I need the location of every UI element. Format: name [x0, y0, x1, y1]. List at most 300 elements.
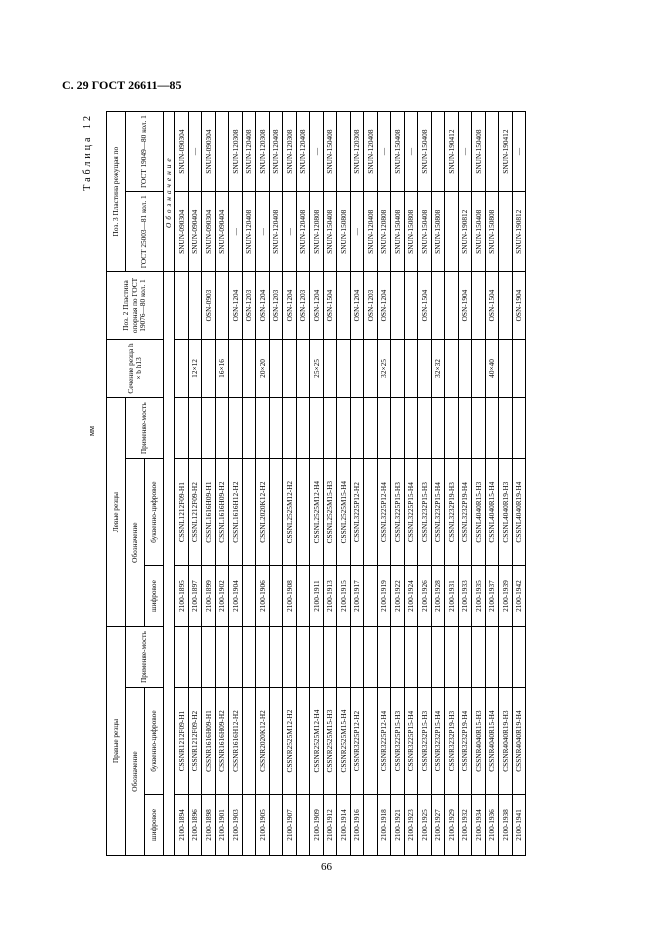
cell-right-numeric: 2100-1898 — [202, 794, 216, 855]
cell-gost19049: SNUN-150408 — [391, 112, 405, 192]
table-row — [269, 112, 283, 856]
cell-support-plate — [404, 272, 418, 339]
cell-section — [323, 339, 337, 397]
cell-support-plate: OSN-1904 — [512, 272, 526, 339]
cell-left-numeric — [364, 566, 378, 627]
cell-left-letter — [296, 459, 310, 566]
table-body — [175, 112, 526, 856]
table-row — [377, 112, 391, 856]
cell-left-numeric: 2100-1919 — [377, 566, 391, 627]
table-row — [337, 112, 351, 856]
cell-support-plate — [472, 272, 486, 339]
cell-right-letter: CSSNR4040R15-H4 — [485, 688, 499, 795]
cell-left-numeric: 2100-1937 — [485, 566, 499, 627]
cell-support-plate — [499, 272, 513, 339]
cell-right-letter: CSSNR2525M15-H3 — [323, 688, 337, 795]
cell-left-numeric: 2100-1908 — [283, 566, 297, 627]
cell-right-applicability — [296, 627, 310, 688]
cell-right-applicability — [283, 627, 297, 688]
cell-left-applicability — [256, 398, 270, 459]
cell-gost19049: SNUN-120408 — [296, 112, 310, 192]
cell-left-letter: CSSNL2525M12-H4 — [310, 459, 324, 566]
cell-left-letter: CSSNL1212F09-H1 — [175, 459, 189, 566]
cell-gost19049: SNUN-120408 — [269, 112, 283, 192]
cell-right-applicability — [256, 627, 270, 688]
table-row — [296, 112, 310, 856]
table-row — [215, 112, 229, 856]
cell-gost25003: — — [350, 192, 364, 272]
cell-right-letter — [242, 688, 256, 795]
cell-left-numeric: 2100-1913 — [323, 566, 337, 627]
cell-gost19049: SNUN-090304 — [175, 112, 189, 192]
table-row — [472, 112, 486, 856]
cell-right-numeric: 2100-1929 — [445, 794, 459, 855]
cell-support-plate: OSN-1203 — [296, 272, 310, 339]
cell-support-plate — [175, 272, 189, 339]
cell-right-applicability — [202, 627, 216, 688]
cell-support-plate: OSN-1203 — [269, 272, 283, 339]
cell-left-letter: CSSNL4040R15-H4 — [485, 459, 499, 566]
cell-gost19049: SNUN-190412 — [499, 112, 513, 192]
cell-gost25003: SNUN-190812 — [458, 192, 472, 272]
cell-left-applicability — [242, 398, 256, 459]
cell-gost19049: SNUN-120308 — [350, 112, 364, 192]
cell-section — [404, 339, 418, 397]
cell-support-plate: OSN-1504 — [418, 272, 432, 339]
cell-left-applicability — [175, 398, 189, 459]
cell-right-applicability — [310, 627, 324, 688]
header-section: Сечение резца h × b h13 — [107, 339, 164, 397]
header-left-cutters: Левые резцы — [107, 398, 126, 627]
cell-right-applicability — [391, 627, 405, 688]
cell-right-numeric: 2100-1925 — [418, 794, 432, 855]
cell-section: 16×16 — [215, 339, 229, 397]
cell-gost25003: SNUN-150808 — [431, 192, 445, 272]
cell-gost25003: SNUN-120808 — [377, 192, 391, 272]
cell-right-applicability — [229, 627, 243, 688]
table-row — [350, 112, 364, 856]
cell-support-plate: OSN-1204 — [283, 272, 297, 339]
table-row — [364, 112, 378, 856]
cell-right-letter: CSSNR3225P15-H3 — [391, 688, 405, 795]
cell-right-numeric: 2100-1934 — [472, 794, 486, 855]
cell-support-plate: OSN-1904 — [458, 272, 472, 339]
cell-section — [499, 339, 513, 397]
cell-section — [472, 339, 486, 397]
cell-right-letter: CSSNR1616H09-H2 — [215, 688, 229, 795]
cell-gost25003: SNUN-090304 — [175, 192, 189, 272]
table-row — [242, 112, 256, 856]
cell-section — [202, 339, 216, 397]
cell-right-letter: CSSNR1616H09-H1 — [202, 688, 216, 795]
cell-right-letter: CSSNR3225P15-H4 — [404, 688, 418, 795]
cell-support-plate: OSN-1504 — [323, 272, 337, 339]
cell-gost25003: SNUN-150808 — [337, 192, 351, 272]
cell-right-letter: CSSNR2020K12-H2 — [256, 688, 270, 795]
cell-left-applicability — [377, 398, 391, 459]
cell-right-letter: CSSNR1212F09-H2 — [188, 688, 202, 795]
cell-left-letter: CSSNL3232P19-H4 — [458, 459, 472, 566]
header-spacer — [164, 272, 175, 856]
cell-left-letter: CSSNL3225P15-H3 — [391, 459, 405, 566]
cell-right-applicability — [269, 627, 283, 688]
cell-gost25003: SNUN-090404 — [188, 192, 202, 272]
cell-gost19049 — [215, 112, 229, 192]
cell-section — [458, 339, 472, 397]
cell-right-numeric: 2100-1901 — [215, 794, 229, 855]
cell-right-applicability — [512, 627, 526, 688]
cell-gost19049: — — [188, 112, 202, 192]
cell-section — [364, 339, 378, 397]
cell-support-plate: OSN-1203 — [364, 272, 378, 339]
cell-left-letter: CSSNL1616H09-H1 — [202, 459, 216, 566]
cell-right-applicability — [242, 627, 256, 688]
cell-gost25003 — [445, 192, 459, 272]
cell-gost19049: SNUN-090304 — [202, 112, 216, 192]
cell-left-numeric — [296, 566, 310, 627]
cell-right-letter: CSSNR1616H12-H2 — [229, 688, 243, 795]
cell-section: 40×40 — [485, 339, 499, 397]
cell-support-plate — [337, 272, 351, 339]
table-row — [202, 112, 216, 856]
cell-section: 32×32 — [431, 339, 445, 397]
cell-left-numeric — [242, 566, 256, 627]
cell-right-letter — [364, 688, 378, 795]
table-row — [404, 112, 418, 856]
header-right-cutters: Правые резцы — [107, 627, 126, 856]
cell-right-numeric: 2100-1941 — [512, 794, 526, 855]
cell-left-letter: CSSNL4040R15-H3 — [472, 459, 486, 566]
table-row — [485, 112, 499, 856]
cell-right-numeric: 2100-1923 — [404, 794, 418, 855]
cell-gost25003: — — [229, 192, 243, 272]
cell-right-numeric: 2100-1916 — [350, 794, 364, 855]
cell-right-letter: CSSNR3225P12-H2 — [350, 688, 364, 795]
cell-left-letter: CSSNL4040R19-H4 — [512, 459, 526, 566]
cell-left-applicability — [188, 398, 202, 459]
cell-gost19049: — — [404, 112, 418, 192]
cell-left-applicability — [404, 398, 418, 459]
cell-right-letter: CSSNR2525M12-H2 — [283, 688, 297, 795]
cell-left-numeric: 2100-1933 — [458, 566, 472, 627]
header-gost25003: ГОСТ 25003—81 кол. 1 — [126, 192, 164, 272]
cell-gost19049: — — [458, 112, 472, 192]
table-row — [499, 112, 513, 856]
cell-right-numeric: 2100-1896 — [188, 794, 202, 855]
cell-right-numeric: 2100-1914 — [337, 794, 351, 855]
table-row — [283, 112, 297, 856]
cell-right-applicability — [499, 627, 513, 688]
header-left-applicability: Применяе-мость — [126, 398, 164, 459]
cell-support-plate: OSN-1204 — [377, 272, 391, 339]
cell-right-numeric: 2100-1903 — [229, 794, 243, 855]
cell-left-applicability — [337, 398, 351, 459]
cell-gost25003: SNUN-120408 — [269, 192, 283, 272]
cell-gost25003: SNUN-090304 — [202, 192, 216, 272]
cell-gost19049: SNUN-120308 — [229, 112, 243, 192]
table-row — [256, 112, 270, 856]
table-row — [458, 112, 472, 856]
cell-right-applicability — [215, 627, 229, 688]
cell-gost25003: SNUN-150408 — [391, 192, 405, 272]
cell-gost19049: — — [377, 112, 391, 192]
cell-gost19049: SNUN-150408 — [418, 112, 432, 192]
cell-section: 25×25 — [310, 339, 324, 397]
cell-gost25003: SNUN-150408 — [418, 192, 432, 272]
cell-left-numeric: 2100-1926 — [418, 566, 432, 627]
cell-right-applicability — [188, 627, 202, 688]
cell-gost25003: SNUN-120408 — [296, 192, 310, 272]
cell-gost19049: SNUN-120408 — [242, 112, 256, 192]
cell-right-letter: CSSNR2525M12-H4 — [310, 688, 324, 795]
table-row — [310, 112, 324, 856]
cell-gost25003: SNUN-190812 — [512, 192, 526, 272]
cell-left-applicability — [310, 398, 324, 459]
cell-gost25003: SNUN-150808 — [485, 192, 499, 272]
cell-left-numeric: 2100-1911 — [310, 566, 324, 627]
cell-gost25003: — — [256, 192, 270, 272]
cell-left-applicability — [485, 398, 499, 459]
cell-gost19049: SNUN-120408 — [364, 112, 378, 192]
cell-right-letter: CSSNR2525M15-H4 — [337, 688, 351, 795]
cell-section — [296, 339, 310, 397]
table-row — [175, 112, 189, 856]
cell-left-letter: CSSNL4040R19-H3 — [499, 459, 513, 566]
cell-gost19049: SNUN-120308 — [283, 112, 297, 192]
cell-section: 12×12 — [188, 339, 202, 397]
cell-left-applicability — [323, 398, 337, 459]
cell-left-letter: CSSNL2525M15-H3 — [323, 459, 337, 566]
cell-right-numeric: 2100-1909 — [310, 794, 324, 855]
header-pos3: Поз. 3 Пластина режущая по — [107, 112, 126, 272]
data-table — [106, 111, 526, 856]
cell-left-letter: CSSNL3225P12-H4 — [377, 459, 391, 566]
cell-left-numeric: 2100-1902 — [215, 566, 229, 627]
cell-gost19049 — [337, 112, 351, 192]
page-number: 66 — [321, 861, 332, 873]
cell-right-numeric — [364, 794, 378, 855]
cell-left-applicability — [202, 398, 216, 459]
cell-left-applicability — [269, 398, 283, 459]
cell-gost25003: SNUN-150808 — [404, 192, 418, 272]
cell-right-applicability — [418, 627, 432, 688]
header-gost19049: ГОСТ 19049—80 кол. 1 — [126, 112, 164, 192]
cell-right-letter: CSSNR3232P15-H3 — [418, 688, 432, 795]
cell-left-letter: CSSNL3225P15-H4 — [404, 459, 418, 566]
cell-left-numeric: 2100-1904 — [229, 566, 243, 627]
cell-right-applicability — [364, 627, 378, 688]
header-left-letter: буквенно-цифровое — [145, 459, 164, 566]
cell-support-plate: OSN-1203 — [242, 272, 256, 339]
table-row — [229, 112, 243, 856]
cell-left-letter: CSSNL3225P12-H2 — [350, 459, 364, 566]
cell-support-plate: OSN-1204 — [350, 272, 364, 339]
cell-right-letter: CSSNR4040R15-H3 — [472, 688, 486, 795]
header-right-designation: Обозначение — [126, 688, 145, 856]
cell-gost25003: SNUN-120408 — [364, 192, 378, 272]
cell-right-applicability — [431, 627, 445, 688]
cell-right-applicability — [404, 627, 418, 688]
table-label: Таблица 12 — [82, 113, 93, 191]
cell-section — [229, 339, 243, 397]
table-row — [188, 112, 202, 856]
cell-left-numeric: 2100-1895 — [175, 566, 189, 627]
cell-left-numeric: 2100-1897 — [188, 566, 202, 627]
cell-gost25003: SNUN-120808 — [310, 192, 324, 272]
cell-right-applicability — [445, 627, 459, 688]
cell-section — [391, 339, 405, 397]
table-row — [445, 112, 459, 856]
cell-left-numeric: 2100-1922 — [391, 566, 405, 627]
cell-gost25003: SNUN-120408 — [242, 192, 256, 272]
cell-support-plate: OSN-1504 — [485, 272, 499, 339]
cell-gost19049: SNUN-120308 — [256, 112, 270, 192]
cell-gost25003: SNUN-150408 — [472, 192, 486, 272]
rotated-table-container — [82, 111, 594, 856]
cell-right-applicability — [458, 627, 472, 688]
header-right-applicability: Применяе-мость — [126, 627, 164, 688]
cell-gost19049: — — [310, 112, 324, 192]
cell-right-applicability — [485, 627, 499, 688]
cell-left-letter: CSSNL1212F09-H2 — [188, 459, 202, 566]
cell-section — [445, 339, 459, 397]
cell-gost19049 — [431, 112, 445, 192]
cell-right-applicability — [323, 627, 337, 688]
cell-right-numeric: 2100-1927 — [431, 794, 445, 855]
cell-right-letter: CSSNR3232P19-H3 — [445, 688, 459, 795]
cell-section: 32×25 — [377, 339, 391, 397]
cell-section: 20×20 — [256, 339, 270, 397]
cell-right-numeric: 2100-1921 — [391, 794, 405, 855]
cell-right-letter: CSSNR3232P15-H4 — [431, 688, 445, 795]
cell-right-letter — [296, 688, 310, 795]
cell-left-numeric: 2100-1942 — [512, 566, 526, 627]
cell-section — [337, 339, 351, 397]
cell-support-plate: OSN-1204 — [310, 272, 324, 339]
cell-left-applicability — [283, 398, 297, 459]
cell-support-plate — [391, 272, 405, 339]
cell-left-letter: CSSNL1616H12-H2 — [229, 459, 243, 566]
cell-left-applicability — [458, 398, 472, 459]
cell-left-applicability — [431, 398, 445, 459]
cell-right-letter: CSSNR3232P19-H4 — [458, 688, 472, 795]
cell-left-numeric — [269, 566, 283, 627]
cell-right-numeric: 2100-1912 — [323, 794, 337, 855]
cell-right-numeric: 2100-1907 — [283, 794, 297, 855]
cell-left-applicability — [418, 398, 432, 459]
cell-left-letter: CSSNL2525M12-H2 — [283, 459, 297, 566]
unit-label: мм — [87, 425, 96, 436]
cell-right-applicability — [472, 627, 486, 688]
cell-left-applicability — [364, 398, 378, 459]
cell-gost25003: SNUN-090404 — [215, 192, 229, 272]
cell-left-numeric: 2100-1928 — [431, 566, 445, 627]
cell-support-plate: OSN-0903 — [202, 272, 216, 339]
cell-right-applicability — [175, 627, 189, 688]
cell-gost19049 — [485, 112, 499, 192]
cell-left-letter: CSSNL1616H09-H2 — [215, 459, 229, 566]
cell-right-numeric: 2100-1932 — [458, 794, 472, 855]
cell-left-applicability — [229, 398, 243, 459]
header-left-designation: Обозначение — [126, 459, 145, 627]
cell-right-applicability — [337, 627, 351, 688]
cell-left-numeric: 2100-1931 — [445, 566, 459, 627]
cell-right-letter — [269, 688, 283, 795]
cell-left-numeric: 2100-1915 — [337, 566, 351, 627]
cell-section — [283, 339, 297, 397]
header-right-letter: буквенно-цифровое — [145, 688, 164, 795]
cell-right-numeric — [296, 794, 310, 855]
cell-section — [512, 339, 526, 397]
cell-support-plate — [215, 272, 229, 339]
cell-right-numeric: 2100-1936 — [485, 794, 499, 855]
cell-left-letter: CSSNL3232P19-H3 — [445, 459, 459, 566]
cell-left-numeric: 2100-1924 — [404, 566, 418, 627]
cell-left-applicability — [215, 398, 229, 459]
header-right-numeric: шифровое — [145, 794, 164, 855]
cell-section — [242, 339, 256, 397]
cell-support-plate — [188, 272, 202, 339]
cell-left-applicability — [391, 398, 405, 459]
cell-right-numeric — [242, 794, 256, 855]
cell-left-numeric: 2100-1917 — [350, 566, 364, 627]
cell-left-applicability — [350, 398, 364, 459]
cell-support-plate — [445, 272, 459, 339]
cell-section — [269, 339, 283, 397]
cell-section — [175, 339, 189, 397]
table-row — [323, 112, 337, 856]
table-row — [512, 112, 526, 856]
cell-right-letter: CSSNR3225P12-H4 — [377, 688, 391, 795]
cell-section — [418, 339, 432, 397]
cell-left-letter: CSSNL2020K12-H2 — [256, 459, 270, 566]
cell-left-applicability — [499, 398, 513, 459]
cell-left-letter — [242, 459, 256, 566]
cell-right-numeric — [269, 794, 283, 855]
cell-gost25003: SNUN-150408 — [323, 192, 337, 272]
cell-left-numeric: 2100-1906 — [256, 566, 270, 627]
cell-left-numeric: 2100-1935 — [472, 566, 486, 627]
cell-gost19049: SNUN-150408 — [323, 112, 337, 192]
cell-support-plate — [431, 272, 445, 339]
table-row — [418, 112, 432, 856]
cell-right-letter: CSSNR4040R19-H3 — [499, 688, 513, 795]
cell-right-numeric: 2100-1905 — [256, 794, 270, 855]
cell-left-applicability — [512, 398, 526, 459]
cell-left-letter — [269, 459, 283, 566]
cell-left-letter — [364, 459, 378, 566]
cell-left-applicability — [445, 398, 459, 459]
cell-right-numeric: 2100-1894 — [175, 794, 189, 855]
header-designation-row: Обозначение — [164, 112, 175, 272]
cell-left-letter: CSSNL3232P15-H4 — [431, 459, 445, 566]
cell-gost19049: — — [512, 112, 526, 192]
cell-gost25003: — — [283, 192, 297, 272]
cell-right-letter: CSSNR1212F09-H1 — [175, 688, 189, 795]
page-header: С. 29 ГОСТ 26611—85 — [62, 78, 182, 92]
header-pos2: Поз. 2 Пластина опорная по ГОСТ 19076—80 кол. 1 — [107, 272, 164, 339]
cell-left-numeric: 2100-1899 — [202, 566, 216, 627]
cell-gost19049: SNUN-150408 — [472, 112, 486, 192]
cell-gost25003 — [499, 192, 513, 272]
cell-right-numeric: 2100-1918 — [377, 794, 391, 855]
cell-left-applicability — [296, 398, 310, 459]
header-left-numeric: шифровое — [145, 566, 164, 627]
cell-support-plate: OSN-1204 — [229, 272, 243, 339]
cell-left-applicability — [472, 398, 486, 459]
cell-right-letter: CSSNR4040R19-H4 — [512, 688, 526, 795]
cell-left-letter: CSSNL3232P15-H3 — [418, 459, 432, 566]
